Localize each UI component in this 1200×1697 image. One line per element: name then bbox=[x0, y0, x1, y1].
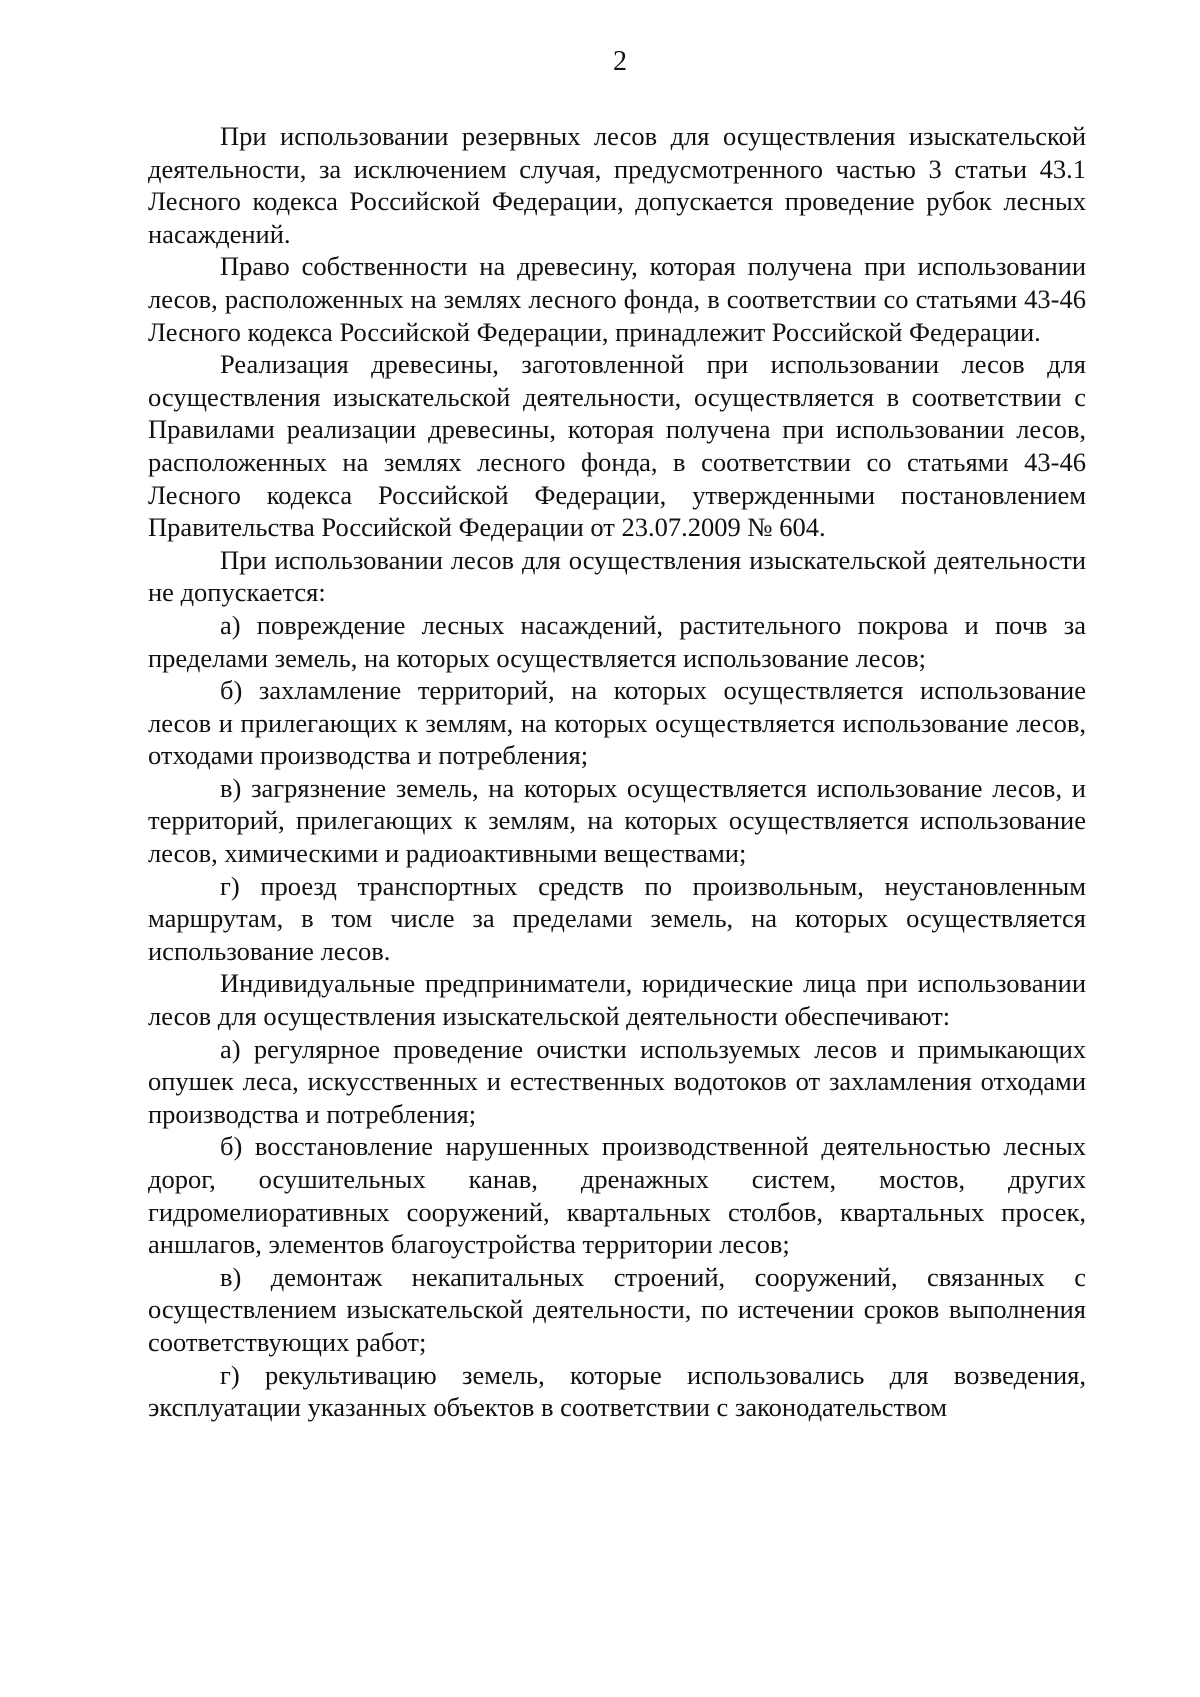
list-item-obligation-b: б) восстановление нарушенных производственной деятельностью лесных дорог, осушительных канав, дренажных систем, мостов, других гидромелиоративных сооружений, квартальных столбов, квартальных просек, аншлагов, элементов благоустройства территории лесов; bbox=[148, 1131, 1086, 1260]
list-item-prohibition-v: в) загрязнение земель, на которых осуществляется использование лесов, и территорий, прилегающих к землям, на которых осуществляется использование лесов, химическими и радиоактивными веществами; bbox=[148, 772, 1086, 869]
list-item-prohibition-g: г) проезд транспортных средств по произвольным, неустановленным маршрутам, в том числе за пределами земель, на которых осуществляется использование лесов. bbox=[148, 870, 1086, 966]
paragraph-reserve-forests-felling: При использовании резервных лесов для осуществления изыскательской деятельности, за исключением случая, предусмотренного частью 3 статьи 43.1 Лесного кодекса Российской Федерации, допускается проведение рубок лесных насаждений. bbox=[148, 121, 1086, 249]
list-item-prohibition-a: а) повреждение лесных насаждений, растительного покрова и почв за пределами земель, на которых осуществляется использование лесов; bbox=[148, 609, 1086, 673]
paragraph-prohibitions-intro: При использовании лесов для осуществления изыскательской деятельности не допускается: bbox=[148, 544, 1086, 608]
paragraph-wood-ownership: Право собственности на древесину, которая получена при использовании лесов, расположенных на землях лесного фонда, в соответствии со статьями 43-46 Лесного кодекса Российской Федерации, принадлежит Российской Федерации. bbox=[148, 251, 1086, 347]
list-item-obligation-a: а) регулярное проведение очистки используемых лесов и примыкающих опушек леса, искусственных и естественных водотоков от захламления отходами производства и потребления; bbox=[148, 1033, 1086, 1129]
list-item-obligation-v: в) демонтаж некапитальных строений, сооружений, связанных с осуществлением изыскательской деятельности, по истечении сроков выполнения соответствующих работ; bbox=[148, 1261, 1086, 1357]
list-item-obligation-g: г) рекультивацию земель, которые использовались для возведения, эксплуатации указанных объектов в соответствии с законодательством bbox=[148, 1359, 1086, 1423]
paragraph-wood-sale: Реализация древесины, заготовленной при использовании лесов для осуществления изыскательской деятельности, осуществляется в соответствии с Правилами реализации древесины, которая получена при использовании лесов, расположенных на землях лесного фонда, в соответствии со статьями 43-46 Лесного кодекса Российской Федерации, утвержденными постановлением Правительства Российской Федерации от 23.07.2009 № 604. bbox=[148, 349, 1086, 543]
list-item-prohibition-b: б) захламление территорий, на которых осуществляется использование лесов и прилегающих к землям, на которых осуществляется использование лесов, отходами производства и потребления; bbox=[148, 675, 1086, 771]
paragraph-obligations-intro: Индивидуальные предприниматели, юридические лица при использовании лесов для осуществления изыскательской деятельности обеспечивают: bbox=[148, 968, 1086, 1032]
page-number: 2 bbox=[613, 46, 627, 77]
document-body bbox=[148, 120, 1086, 1424]
